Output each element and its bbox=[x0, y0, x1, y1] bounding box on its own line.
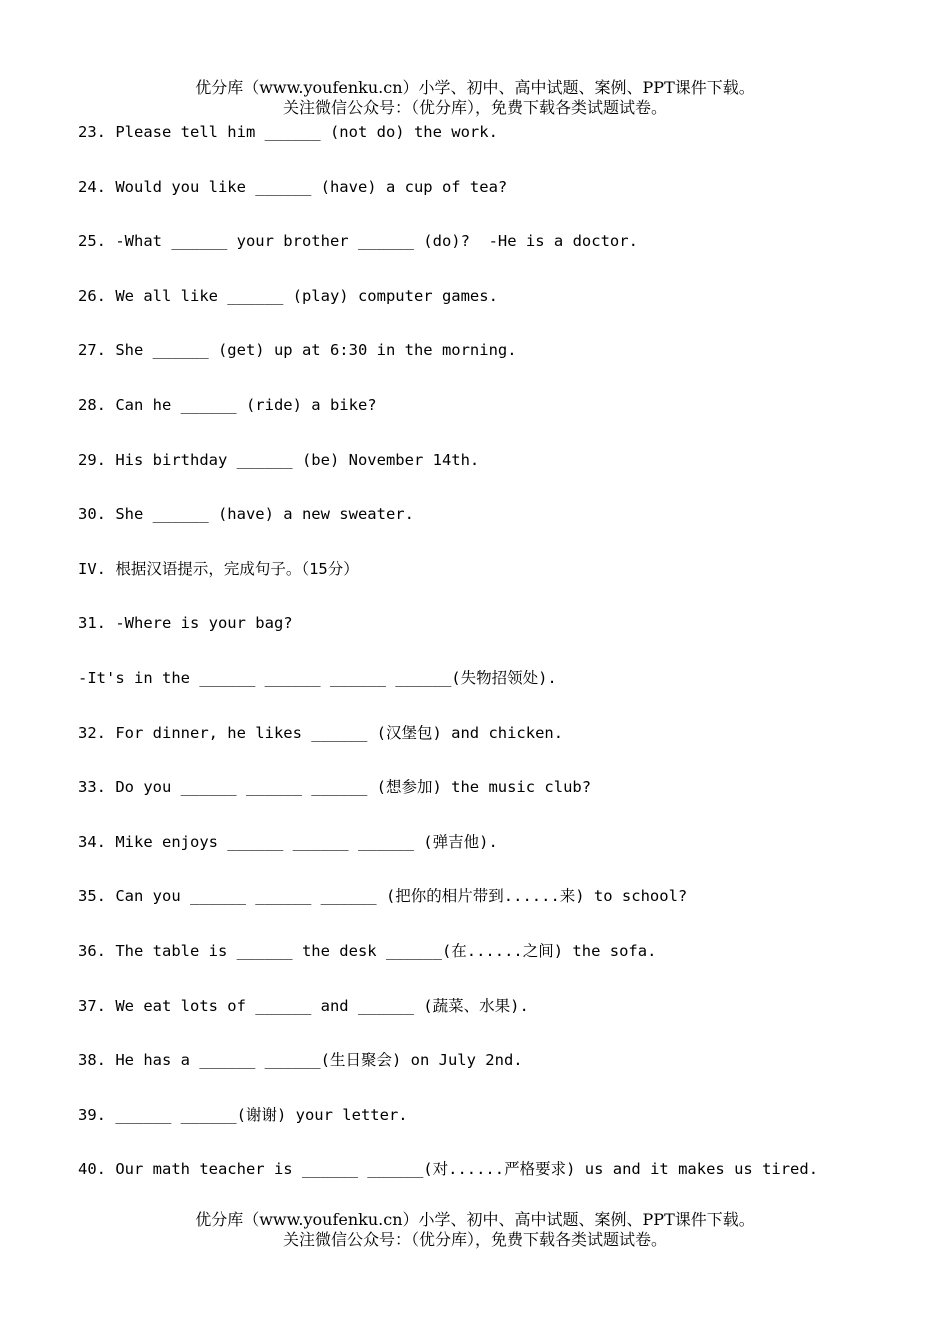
question-36: 36. The table is ______ the desk ______(在......之间) the sofa. bbox=[78, 941, 657, 960]
footer-line-2: 关注微信公众号：（优分库），免费下载各类试题试卷。 bbox=[282, 1230, 667, 1249]
exercise-list bbox=[78, 122, 898, 1214]
footer-line-1: 优分库（www.youfenku.cn）小学、初中、高中试题、案例、PPT课件下载。 bbox=[195, 1210, 755, 1229]
question-33: 33. Do you ______ ______ ______ (想参加) the music club? bbox=[78, 778, 592, 797]
question-30: 30. She ______ (have) a new sweater. bbox=[78, 505, 414, 524]
question-31-answer-line: -It's in the ______ ______ ______ ______(失物招领处). bbox=[78, 668, 557, 687]
question-40: 40. Our math teacher is ______ ______(对......严格要求) us and it makes us tired. bbox=[78, 1160, 819, 1179]
question-29: 29. His birthday ______ (be) November 14th. bbox=[78, 450, 480, 469]
question-25: 25. -What ______ your brother ______ (do)? -He is a doctor. bbox=[78, 232, 638, 251]
page-footer bbox=[0, 1210, 950, 1250]
header-line-2: 关注微信公众号：（优分库），免费下载各类试题试卷。 bbox=[282, 98, 667, 117]
question-28: 28. Can he ______ (ride) a bike? bbox=[78, 395, 377, 414]
question-24: 24. Would you like ______ (have) a cup of tea? bbox=[78, 177, 508, 196]
question-39: 39. ______ ______(谢谢) your letter. bbox=[78, 1105, 408, 1124]
question-27: 27. She ______ (get) up at 6:30 in the morning. bbox=[78, 341, 517, 360]
page-header bbox=[0, 78, 950, 118]
question-23: 23. Please tell him ______ (not do) the work. bbox=[78, 123, 498, 141]
question-26: 26. We all like ______ (play) computer games. bbox=[78, 286, 498, 305]
question-31: 31. -Where is your bag? bbox=[78, 614, 293, 633]
question-38: 38. He has a ______ ______(生日聚会) on July 2nd. bbox=[78, 1051, 523, 1070]
question-32: 32. For dinner, he likes ______ (汉堡包) and chicken. bbox=[78, 723, 564, 742]
section-iv-heading: IV. 根据汉语提示，完成句子。（15分） bbox=[78, 559, 359, 578]
question-35: 35. Can you ______ ______ ______ (把你的相片带到......来) to school? bbox=[78, 887, 688, 906]
question-37: 37. We eat lots of ______ and ______ (蔬菜、水果). bbox=[78, 996, 529, 1015]
header-line-1: 优分库（www.youfenku.cn）小学、初中、高中试题、案例、PPT课件下载。 bbox=[195, 78, 755, 97]
question-34: 34. Mike enjoys ______ ______ ______ (弹吉他). bbox=[78, 832, 498, 851]
